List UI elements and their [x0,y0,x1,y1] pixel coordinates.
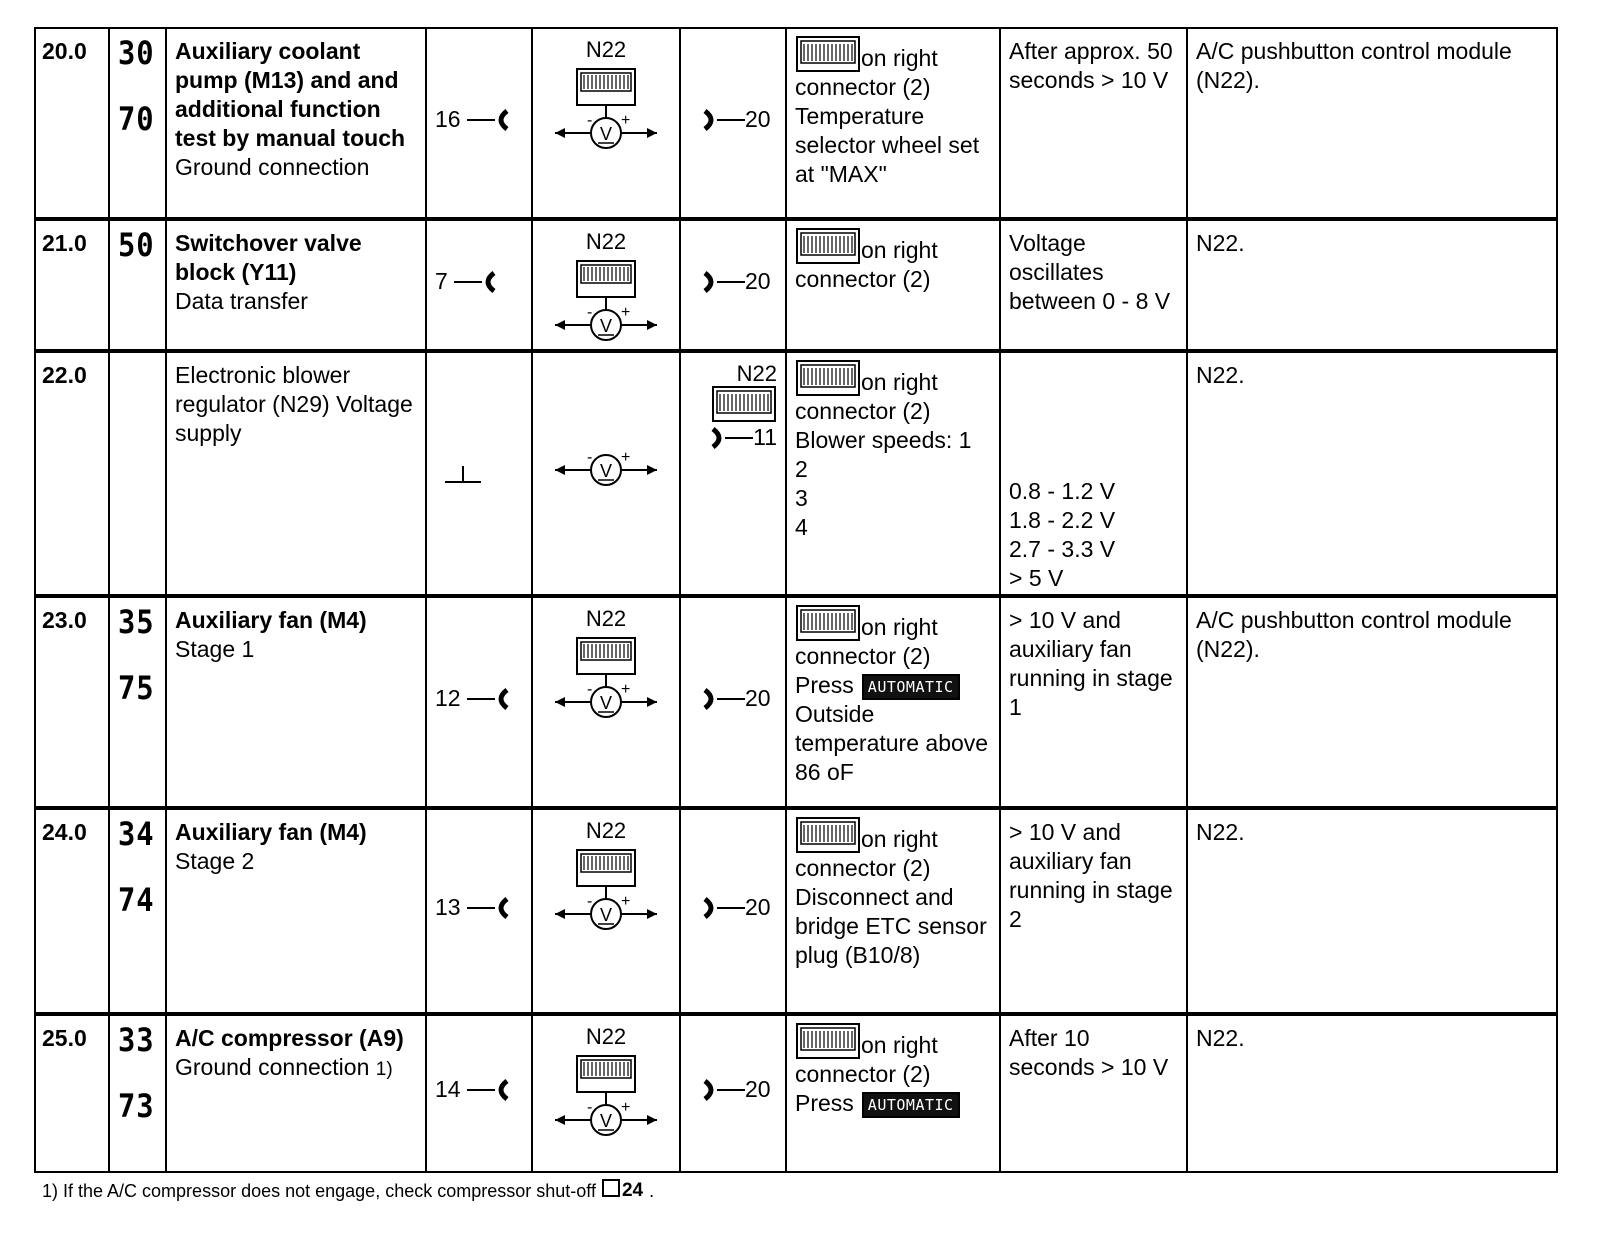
remark: N22. [1187,351,1557,596]
component-subtitle: Ground connection [175,154,370,180]
fault-code: 34 [118,815,155,853]
component-subtitle: Data transfer [175,288,308,314]
test-steps-table [34,27,1558,1173]
fault-code: 74 [118,881,155,919]
step-number: 22.0 [35,351,109,596]
voltmeter-cell [532,596,680,808]
step-number: 25.0 [35,1014,109,1172]
step-number: 23.0 [35,596,109,808]
svg-text:V: V [599,693,613,713]
condition-line: Disconnect and bridge ETC sensor plug (B10/8) [795,884,987,968]
value-text: After approx. 50 seconds > 10 V [1009,38,1173,93]
footnote-reference: 24 [621,1180,644,1201]
component-description [166,351,426,596]
test-pin-left [426,808,532,1014]
fault-codes [109,28,166,219]
test-step-row [35,28,1557,219]
svg-text:-: - [587,681,593,698]
svg-text:-: - [587,112,593,129]
control-module-icon [795,35,861,73]
fault-code: 30 [118,34,155,72]
control-module-icon [795,604,861,642]
svg-text:-: - [587,304,593,321]
svg-text:+: + [621,304,631,321]
value-line: 1.8 - 2.2 V [1009,507,1116,533]
component-description [166,1014,426,1172]
svg-text:-: - [587,1099,593,1116]
component-description [166,808,426,1014]
page-reference-icon [602,1179,620,1197]
pin-number: 11 [753,424,777,450]
control-module-icon [795,227,861,265]
control-module-icon [795,816,861,854]
condition-first-line: on right [861,1032,938,1058]
test-condition [786,28,1000,219]
test-step-row [35,219,1557,351]
svg-text:V: V [599,124,613,144]
condition-line: connector (2) [795,1061,931,1087]
nominal-value [1000,28,1187,219]
pin-number: 7 [435,268,448,294]
pin-number: 12 [435,685,461,711]
condition-line: connector (2) [795,643,931,669]
fault-codes [109,596,166,808]
condition-press: Press [795,672,854,698]
footnote-end: . [649,1180,655,1201]
condition-first-line: on right [861,237,938,263]
module-label: N22 [585,1024,627,1049]
automatic-button-icon: AUTOMATIC [862,674,960,700]
module-label: N22 [585,37,627,62]
socket-pin-icon [454,270,498,294]
test-step-row [35,1014,1557,1172]
test-condition [786,808,1000,1014]
test-pin-right [680,28,786,219]
socket-pin-icon [467,896,511,920]
value-text: After 10 seconds > 10 V [1009,1025,1169,1080]
socket-pin-icon [467,687,511,711]
condition-first-line: on right [861,614,938,640]
component-subtitle: Ground connection 1) [175,1054,393,1080]
condition-line: 4 [795,514,808,540]
module-label: N22 [585,229,627,254]
test-step-row [35,351,1557,596]
fault-code: 73 [118,1087,155,1125]
component-title: Auxiliary coolant pump (M13) and and additional function test by manual touch [175,38,406,151]
fault-code: 35 [118,603,155,641]
test-condition [786,1014,1000,1172]
footnote [42,1180,654,1202]
component-description [166,219,426,351]
plug-pin-icon [701,1078,745,1102]
fault-code: 75 [118,669,155,707]
test-condition [786,351,1000,596]
voltmeter-icon [551,61,661,161]
fault-codes [109,808,166,1014]
svg-text:+: + [621,893,631,910]
test-table-sheet [34,27,1556,1173]
nominal-value [1000,808,1187,1014]
step-number: 20.0 [35,28,109,219]
condition-line: Temperature selector wheel set at "MAX" [795,103,980,187]
fault-code: 70 [118,100,155,138]
voltmeter-cell [532,351,680,596]
test-pin-left [426,1014,532,1172]
test-pin-left [426,219,532,351]
pin-number: 20 [745,1076,771,1102]
nominal-value [1000,596,1187,808]
test-pin-left [426,351,532,596]
voltmeter-icon [551,430,661,530]
svg-text:V: V [599,316,613,336]
value-text: > 10 V and auxiliary fan running in stage 2 [1009,819,1173,932]
step-number: 24.0 [35,808,109,1014]
socket-pin-icon [467,108,511,132]
fault-codes [109,219,166,351]
voltmeter-icon [551,842,661,942]
value-line: 2.7 - 3.3 V [1009,536,1116,562]
voltmeter-icon [551,253,661,353]
module-label: N22 [585,818,627,843]
voltmeter-icon [551,630,661,730]
control-module-icon [711,385,777,423]
plug-pin-icon [701,687,745,711]
plug-pin-icon [701,270,745,294]
svg-text:V: V [599,461,613,481]
value-text: Voltage oscillates between 0 - 8 V [1009,230,1171,314]
condition-line: connector (2) [795,74,931,100]
plug-pin-icon [701,108,745,132]
component-description [166,28,426,219]
test-pin-right [680,219,786,351]
remark: N22. [1187,219,1557,351]
test-pin-right [680,808,786,1014]
condition-line: 3 [795,485,808,511]
condition-first-line: on right [861,369,938,395]
svg-text:-: - [587,449,593,466]
component-title: Auxiliary fan (M4) [175,607,367,633]
socket-pin-icon [467,1078,511,1102]
test-pin-right [680,596,786,808]
svg-text:V: V [599,905,613,925]
svg-text:+: + [621,681,631,698]
plug-pin-icon [701,896,745,920]
component-subtitle: Electronic blower regulator (N29) Voltage supply [175,362,413,446]
remark: N22. [1187,1014,1557,1172]
component-title: Auxiliary fan (M4) [175,819,367,845]
plug-pin-icon [709,426,753,450]
test-pin-left [426,28,532,219]
voltmeter-cell [532,1014,680,1172]
remark: A/C pushbutton control module (N22). [1187,28,1557,219]
voltmeter-icon [551,1048,661,1148]
svg-text:+: + [621,1099,631,1116]
pin-number: 20 [745,894,771,920]
condition-line: connector (2) [795,398,931,424]
nominal-value [1000,1014,1187,1172]
footnote-text: 1) If the A/C compressor does not engage, check compressor shut-off [42,1180,596,1201]
svg-text:V: V [599,1111,613,1131]
svg-text:+: + [621,449,631,466]
condition-line: connector (2) [795,855,931,881]
remark: N22. [1187,808,1557,1014]
voltmeter-cell [532,808,680,1014]
pin-number: 13 [435,894,461,920]
test-step-row [35,596,1557,808]
fault-codes [109,1014,166,1172]
condition-line: Blower speeds: 1 [795,427,972,453]
value-line: 0.8 - 1.2 V [1009,478,1116,504]
component-title: A/C compressor (A9) [175,1025,404,1051]
test-condition [786,219,1000,351]
component-title: Switchover valve block (Y11) [175,230,362,285]
value-text: > 10 V and auxiliary fan running in stage 1 [1009,607,1173,720]
pin-number: 20 [745,685,771,711]
svg-text:-: - [587,893,593,910]
automatic-button-icon: AUTOMATIC [862,1092,960,1118]
step-number: 21.0 [35,219,109,351]
module-label: N22 [736,361,777,386]
condition-first-line: on right [861,45,938,71]
fault-code: 33 [118,1021,155,1059]
condition-press: Press [795,1090,854,1116]
condition-line: connector (2) [795,266,931,292]
pin-number: 16 [435,106,461,132]
pin-number: 14 [435,1076,461,1102]
voltmeter-cell [532,219,680,351]
value-line: > 5 V [1009,565,1064,591]
test-step-row [35,808,1557,1014]
control-module-icon [795,359,861,397]
test-pin-left [426,596,532,808]
condition-first-line: on right [861,826,938,852]
control-module-icon [795,1022,861,1060]
component-subtitle: Stage 1 [175,636,255,662]
module-label: N22 [585,606,627,631]
svg-text:+: + [621,112,631,129]
fault-codes [109,351,166,596]
test-pin-right [680,1014,786,1172]
pin-number: 20 [745,268,771,294]
condition-line: 2 [795,456,808,482]
nominal-value [1000,219,1187,351]
component-subtitle: Stage 2 [175,848,255,874]
ground-icon [441,458,485,488]
condition-line: Outside temperature above 86 oF [795,701,989,785]
fault-code: 50 [118,226,155,264]
test-condition [786,596,1000,808]
nominal-value [1000,351,1187,596]
component-description [166,596,426,808]
test-pin-right [680,351,786,596]
voltmeter-cell [532,28,680,219]
remark: A/C pushbutton control module (N22). [1187,596,1557,808]
pin-number: 20 [745,106,771,132]
